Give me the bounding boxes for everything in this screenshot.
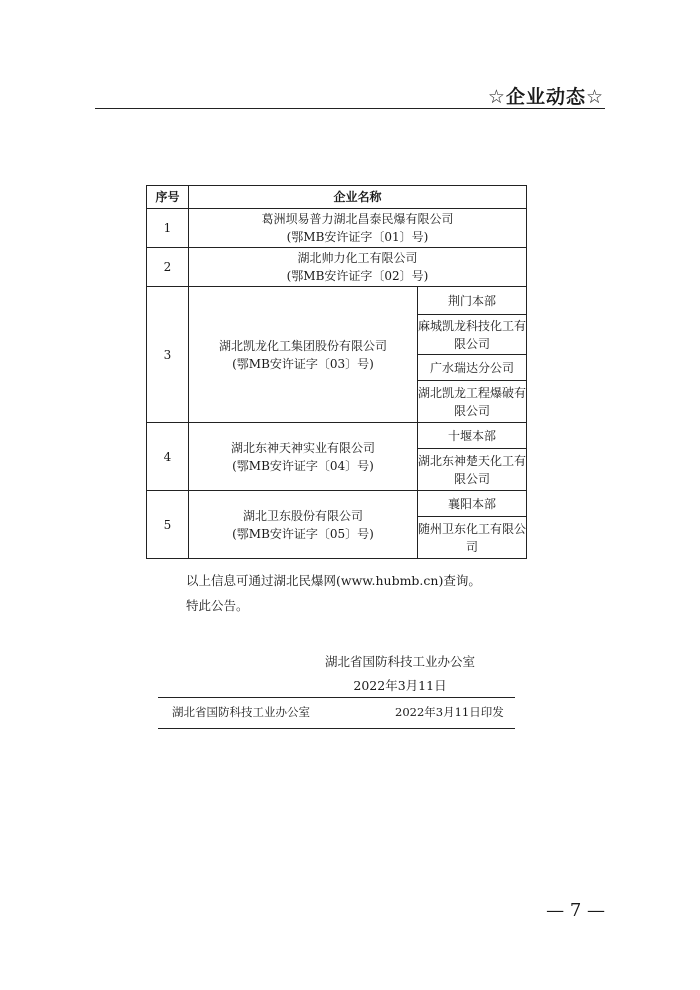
company-cell [189,423,418,491]
company-cell [189,287,418,423]
license-no: (鄂MB安许证字〔04〕号) [232,458,374,473]
branch-cell: 广水瑞达分公司 [418,355,527,381]
branch-cell: 麻城凯龙科技化工有限公司 [418,315,527,355]
company-cell [189,248,527,287]
company-name: 湖北东神天神实业有限公司 [230,440,375,455]
col-header-no: 序号 [147,186,189,209]
issuer-date: 2022年3月11日 [353,678,447,693]
license-table [146,185,527,559]
license-no: (鄂MB安许证字〔05〕号) [232,526,374,541]
license-no: (鄂MB安许证字〔03〕号) [232,356,374,371]
branch-cell: 荆门本部 [418,287,527,315]
footer-divider-top [158,697,515,698]
notes-query-line: 以上信息可通过湖北民爆网(www.hubmb.cn)查询。 [186,573,481,588]
company-cell [189,491,418,559]
branch-cell: 湖北东神楚天化工有限公司 [418,449,527,491]
branch-cell: 襄阳本部 [418,491,527,517]
table-header-row [147,186,527,209]
company-name: 湖北凯龙化工集团股份有限公司 [218,338,387,353]
row-no: 4 [147,423,189,491]
company-name: 湖北帅力化工有限公司 [297,251,418,265]
row-no: 1 [147,209,189,248]
branch-cell: 随州卫东化工有限公司 [418,517,527,559]
table-row [147,248,527,287]
notes [186,568,481,618]
license-no: (鄂MB安许证字〔02〕号) [286,269,429,283]
header-divider [95,108,605,109]
company-name: 葛洲坝易普力湖北昌泰民爆有限公司 [261,212,454,226]
branch-cell: 十堰本部 [418,423,527,449]
notes-closing-line: 特此公告。 [186,598,249,613]
footer-print-date: 2022年3月11日印发 [395,705,504,719]
table-row [147,287,527,315]
license-no: (鄂MB安许证字〔01〕号) [286,230,429,244]
row-no: 5 [147,491,189,559]
footer-org: 湖北省国防科技工业办公室 [172,705,310,719]
table-row [147,491,527,517]
issuer-org: 湖北省国防科技工业办公室 [324,654,475,669]
row-no: 3 [147,287,189,423]
branch-cell: 湖北凯龙工程爆破有限公司 [418,381,527,423]
header-title: ☆企业动态☆ [487,86,604,108]
table-row [147,423,527,449]
company-name: 湖北卫东股份有限公司 [242,508,363,523]
issuer-block [300,650,500,698]
footer-divider-bottom [158,728,515,729]
company-cell [189,209,527,248]
page-number: — 7 — [546,900,605,921]
row-no: 2 [147,248,189,287]
col-header-name: 企业名称 [189,186,527,209]
table-row [147,209,527,248]
